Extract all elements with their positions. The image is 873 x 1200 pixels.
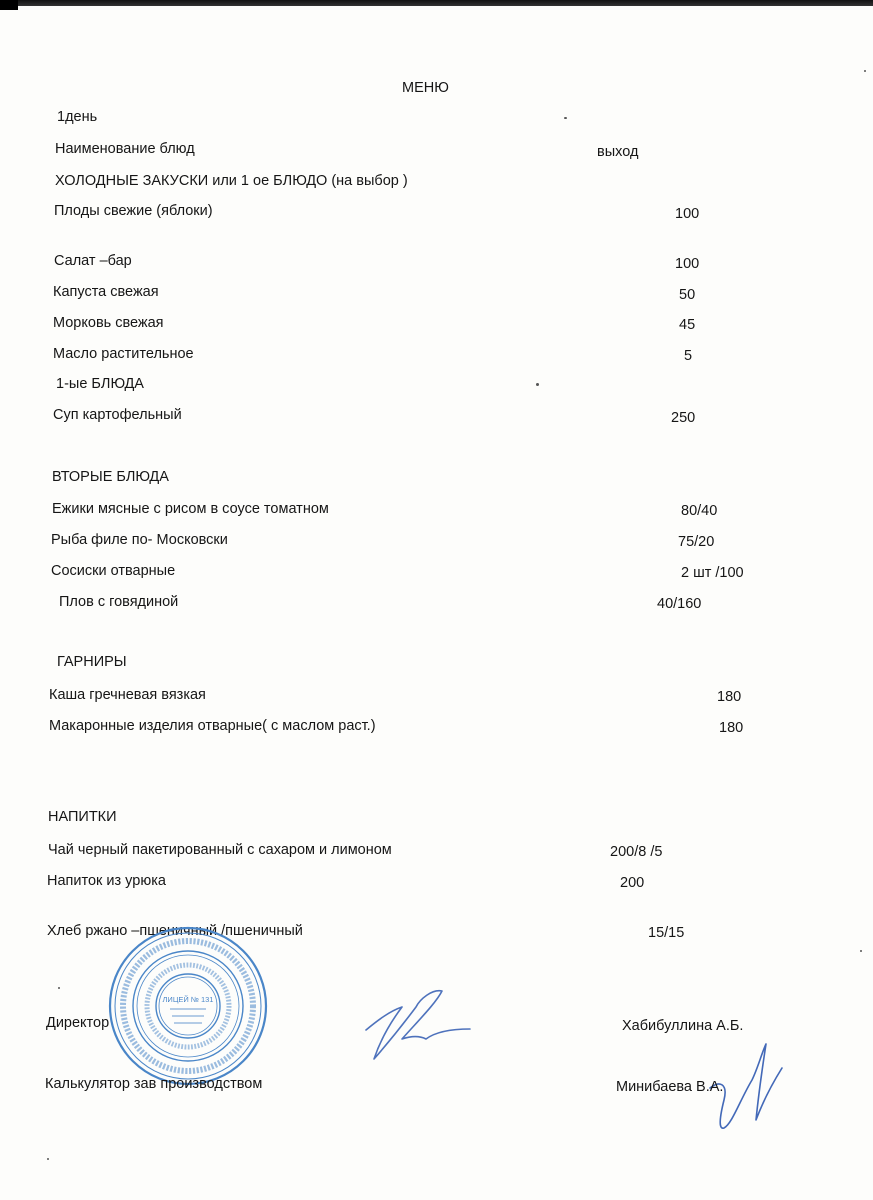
menu-item-yield: 80/40	[681, 503, 718, 519]
menu-item-name: Плов с говядиной	[59, 594, 179, 610]
menu-item-yield: 180	[719, 720, 744, 736]
menu-item-name: Суп картофельный	[53, 407, 182, 423]
menu-item-name: Капуста свежая	[53, 284, 159, 300]
menu-item-yield: 180	[717, 689, 742, 705]
scan-corner-mark	[0, 0, 18, 10]
menu-item-name: Ежики мясные с рисом в соусе томатном	[52, 501, 329, 517]
signature-name-director: Хабибуллина А.Б.	[622, 1018, 744, 1034]
column-header-yield: выход	[597, 144, 639, 160]
menu-item-yield: 250	[671, 410, 696, 426]
menu-item-name: Салат –бар	[54, 253, 132, 269]
section-title-sides: ГАРНИРЫ	[57, 654, 127, 670]
menu-title: МЕНЮ	[402, 80, 449, 96]
menu-item-name: Сосиски отварные	[51, 563, 176, 579]
menu-item-yield: 100	[675, 256, 700, 272]
official-stamp	[104, 925, 272, 1087]
scan-speck	[864, 70, 866, 72]
signature-role-calculator: Калькулятор зав производством	[45, 1076, 263, 1092]
menu-item-yield: 50	[679, 287, 696, 303]
section-title-second: ВТОРЫЕ БЛЮДА	[52, 469, 169, 485]
menu-item-yield: 5	[684, 348, 693, 364]
menu-item-yield: 2 шт /100	[681, 565, 744, 581]
scan-speck	[564, 117, 567, 119]
scan-speck	[860, 950, 862, 952]
scan-speck	[47, 1158, 49, 1160]
menu-item-name: Чай черный пакетированный с сахаром и лимоном	[48, 842, 392, 858]
menu-item-name: Рыба филе по- Московски	[51, 532, 228, 548]
column-header-name: Наименование блюд	[55, 141, 195, 157]
signature-role-director: Директор	[46, 1015, 110, 1031]
section-title-cold: ХОЛОДНЫЕ ЗАКУСКИ или 1 ое БЛЮДО (на выбор )	[55, 173, 408, 189]
stamp-center-text: ЛИЦЕЙ № 131	[162, 995, 214, 1004]
bread-item-yield: 15/15	[648, 925, 685, 941]
menu-item-name: Морковь свежая	[53, 315, 164, 331]
menu-item-yield: 75/20	[678, 534, 715, 550]
scan-speck	[58, 987, 60, 989]
signature-name-calculator: Минибаева В.А.	[616, 1079, 724, 1095]
menu-item-name: Каша гречневая вязкая	[49, 687, 206, 703]
bread-item-name: Хлеб ржано –пшеничный /пшеничный	[47, 923, 303, 939]
day-label: 1день	[57, 109, 98, 125]
menu-item-name: Плоды свежие (яблоки)	[54, 203, 213, 219]
scan-top-edge	[0, 0, 873, 6]
menu-item-yield: 45	[679, 317, 696, 333]
menu-item-name: Масло растительное	[53, 346, 194, 362]
scan-speck	[536, 383, 539, 386]
menu-item-yield: 200	[620, 875, 645, 891]
menu-item-yield: 40/160	[657, 596, 702, 612]
menu-item-yield: 200/8 /5	[610, 844, 663, 860]
section-title-first: 1-ые БЛЮДА	[56, 376, 144, 392]
menu-item-name: Макаронные изделия отварные( с маслом раст.)	[49, 718, 376, 734]
menu-item-yield: 100	[675, 206, 700, 222]
menu-item-name: Напиток из урюка	[47, 873, 166, 889]
section-title-drinks: НАПИТКИ	[48, 809, 117, 825]
director-signature	[360, 985, 475, 1085]
